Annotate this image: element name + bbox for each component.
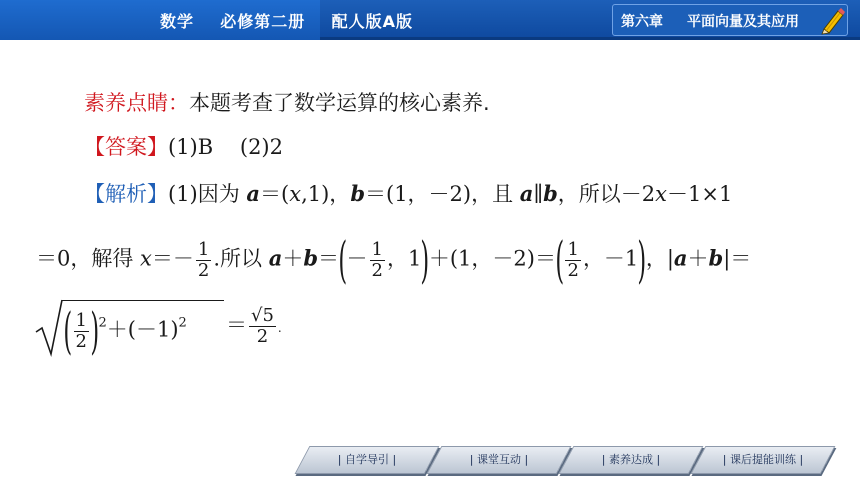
text-segment: ＝－	[151, 246, 194, 271]
left-paren: (	[63, 302, 73, 360]
vector-b: b	[708, 245, 724, 271]
text-segment: .	[277, 321, 282, 335]
vector-a: a	[246, 181, 261, 206]
pencil-icon	[819, 7, 845, 35]
answer-text: (1)B (2)2	[168, 135, 283, 159]
numerator: 1	[371, 238, 383, 260]
text-segment: ＝0，解得	[36, 246, 141, 271]
var-x: x	[140, 246, 152, 271]
vector-b: b	[350, 181, 365, 206]
fraction	[565, 240, 580, 281]
nav-class-interaction-button[interactable]	[427, 446, 572, 474]
text-segment: ＝	[226, 313, 247, 337]
vector-a: a	[673, 245, 688, 271]
right-paren: )	[90, 302, 100, 360]
nav-literacy-button[interactable]	[559, 446, 704, 474]
nav-label: | 自学导引 |	[337, 453, 397, 466]
radicand	[63, 302, 187, 360]
nav-self-study-button[interactable]	[295, 446, 440, 474]
numerator: √5	[251, 305, 274, 326]
text-segment: ＋(－1)	[106, 317, 179, 342]
exponent: 2	[178, 315, 187, 331]
header-bar	[0, 0, 860, 40]
vector-a: a	[519, 181, 534, 206]
text-segment: ＋	[687, 246, 709, 271]
denominator: 2	[197, 259, 210, 281]
chapter-label: 第六章	[621, 14, 663, 30]
denominator: 2	[75, 330, 87, 352]
analysis-label: 【解析】	[84, 182, 168, 206]
radical-bar	[62, 300, 224, 301]
numerator: 1	[567, 238, 579, 260]
right-paren: )	[420, 231, 430, 289]
fraction	[74, 311, 89, 352]
answer-label: 【答案】	[84, 135, 168, 159]
chapter-name: 平面向量及其应用	[687, 14, 799, 30]
denominator: 2	[567, 259, 579, 281]
vector-a: a	[268, 245, 283, 271]
answer-line	[84, 137, 283, 158]
text-segment: ,1)，	[301, 182, 351, 206]
denominator: 2	[371, 259, 383, 281]
radical-sign	[34, 298, 64, 358]
var-x: x	[289, 182, 302, 206]
text-segment: ，1	[386, 246, 422, 271]
nav-label: | 课堂互动 |	[469, 453, 529, 466]
vector-b: b	[303, 245, 318, 271]
fraction	[249, 306, 276, 347]
parallel-symbol: ∥	[533, 182, 544, 206]
exponent: 2	[98, 315, 107, 331]
text-segment: ＝(1，－2)，且	[365, 182, 520, 206]
analysis-line-2	[36, 231, 752, 289]
left-paren: (	[555, 231, 565, 289]
nav-label: | 课后提能训练 |	[722, 453, 804, 466]
var-x: x	[655, 182, 668, 206]
text-segment: ＋(1，－2)＝	[428, 246, 556, 271]
fraction	[370, 240, 385, 281]
nav-label: | 素养达成 |	[601, 453, 661, 466]
analysis-line-1	[84, 183, 732, 205]
text-segment: －1×1	[667, 182, 733, 206]
text-segment: ，所以－2	[557, 182, 656, 206]
vector-b: b	[543, 181, 558, 206]
result	[226, 306, 282, 347]
book-title: 数学 必修第二册 配人版A版	[160, 12, 413, 31]
chapter-box	[612, 4, 848, 36]
text-segment: |＝	[723, 246, 752, 271]
text-segment: ＝	[318, 246, 339, 271]
text-segment: ＝(	[260, 182, 290, 206]
text-segment: .所以	[213, 246, 269, 271]
left-paren: (	[338, 231, 348, 289]
text-segment: ，|	[645, 246, 674, 271]
nav-after-class-training-button[interactable]	[691, 446, 836, 474]
literacy-text: 本题考查了数学运算的核心素养.	[189, 91, 490, 115]
right-paren: )	[637, 231, 647, 289]
text-segment: －	[346, 246, 368, 271]
text-segment: ，－1	[582, 246, 639, 271]
literacy-label: 素养点睛：	[84, 91, 189, 115]
literacy-line	[84, 93, 490, 114]
text-segment: ＋	[282, 246, 304, 271]
fraction	[196, 240, 211, 281]
numerator: 1	[197, 238, 210, 260]
numerator: 1	[75, 309, 87, 331]
text-segment: (1)因为	[168, 182, 247, 206]
denominator: 2	[256, 326, 269, 347]
